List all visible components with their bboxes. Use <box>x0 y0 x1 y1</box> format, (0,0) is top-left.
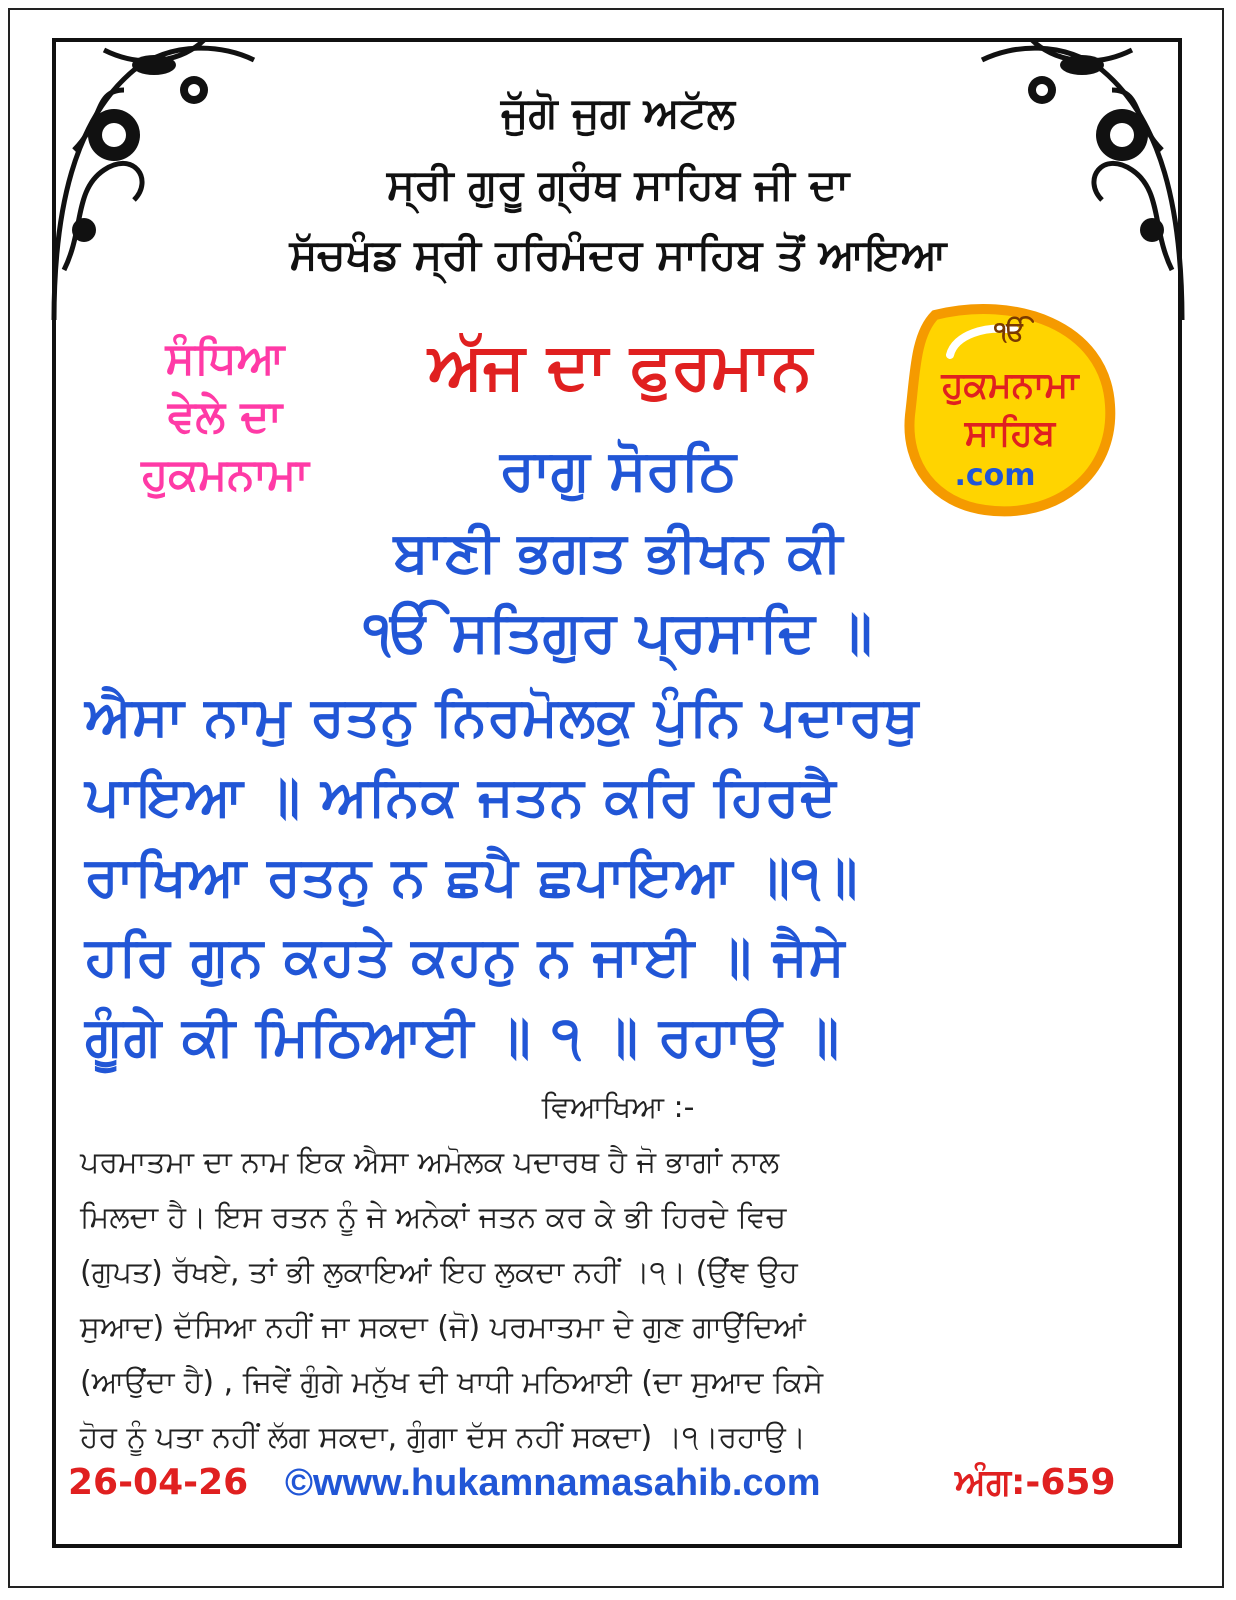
shabad-line-4: ਹਰਿ ਗੁਨ ਕਹਤੇ ਕਹਨੁ ਨ ਜਾਈ ॥ ਜੈਸੇ <box>85 925 846 988</box>
logo-line-2: ਸਾਹਿਬ <box>964 413 1056 454</box>
mool-mantar: ੴ ਸਤਿਗੁਰ ਪ੍ਰਸਾਦਿ ॥ <box>363 600 873 665</box>
logo-line-3: .com <box>954 458 1036 493</box>
header-line-1: ਜੁੱਗੋ ਜੁਗ ਅਟੱਲ <box>501 88 735 137</box>
side-label-line-1: ਸੰਧਿਆ <box>165 333 285 384</box>
logo-ik-onkar: ੴ <box>994 317 1026 347</box>
footer-ang: ਅੰਗ:-659 <box>955 1462 1116 1503</box>
side-label-line-3: ਹੁਕਮਨਾਮਾ <box>141 449 309 500</box>
explanation-line-5: (ਆਉਂਦਾ ਹੈ) , ਜਿਵੇਂ ਗੁੰਗੇ ਮਨੁੱਖ ਦੀ ਖਾਧੀ ਮਠਿਆਈ (ਦਾ ਸੁਆਦ ਕਿਸੇ <box>80 1365 824 1400</box>
footer-date: 26-04-26 <box>68 1462 249 1503</box>
header-line-2: ਸ੍ਰੀ ਗੁਰੂ ਗ੍ਰੰਥ ਸਾਹਿਬ ਜੀ ਦਾ <box>386 160 850 209</box>
page-title: ਅੱਜ ਦਾ ਫੁਰਮਾਨ <box>428 330 812 404</box>
header-line-3: ਸੱਚਖੰਡ ਸ੍ਰੀ ਹਰਿਮੰਦਰ ਸਾਹਿਬ ਤੋਂ ਆਇਆ <box>289 230 947 279</box>
footer-website[interactable]: ©www.hukamnamasahib.com <box>285 1462 821 1504</box>
raag-heading: ਰਾਗੁ ਸੋਰਠਿ <box>499 438 737 503</box>
shabad-line-2: ਪਾਇਆ ॥ ਅਨਿਕ ਜਤਨ ਕਰਿ ਹਿਰਦੈ <box>85 765 837 828</box>
explanation-line-4: ਸੁਆਦ) ਦੱਸਿਆ ਨਹੀਂ ਜਾ ਸਕਦਾ (ਜੋ) ਪਰਮਾਤਮਾ ਦੇ ਗੁਣ ਗਾਉਂਦਿਆਂ <box>80 1310 806 1345</box>
side-label-line-2: ਵੇਲੇ ਦਾ <box>167 391 283 442</box>
shabad-line-3: ਰਾਖਿਆ ਰਤਨੁ ਨ ਛਪੈ ਛਪਾਇਆ ॥੧॥ <box>85 845 859 908</box>
bani-heading: ਬਾਣੀ ਭਗਤ ਭੀਖਨ ਕੀ <box>393 520 843 585</box>
explanation-heading: ਵਿਆਖਿਆ :- <box>541 1090 695 1125</box>
explanation-line-2: ਮਿਲਦਾ ਹੈ। ਇਸ ਰਤਨ ਨੂੰ ਜੇ ਅਨੇਕਾਂ ਜਤਨ ਕਰ ਕੇ ਭੀ ਹਿਰਦੇ ਵਿਚ <box>80 1200 787 1235</box>
shabad-line-5: ਗੂੰਗੇ ਕੀ ਮਿਠਿਆਈ ॥ ੧ ॥ ਰਹਾਉ ॥ <box>85 1005 841 1068</box>
logo-line-1: ਹੁਕਮਨਾਮਾ <box>941 365 1079 406</box>
explanation-line-3: (ਗੁਪਤ) ਰੱਖਏ, ਤਾਂ ਭੀ ਲੁਕਾਇਆਂ ਇਹ ਲੁਕਦਾ ਨਹੀਂ ।੧। (ਉਂਞ ਉਹ <box>80 1255 798 1290</box>
shabad-line-1: ਐਸਾ ਨਾਮੁ ਰਤਨੁ ਨਿਰਮੋਲਕੁ ਪੁੰਨਿ ਪਦਾਰਥੁ <box>85 685 920 748</box>
explanation-line-6: ਹੋਰ ਨੂੰ ਪਤਾ ਨਹੀਂ ਲੱਗ ਸਕਦਾ, ਗੁੰਗਾ ਦੱਸ ਨਹੀਂ ਸਕਦਾ) ।੧।ਰਹਾਉ। <box>80 1420 806 1455</box>
explanation-line-1: ਪਰਮਾਤਮਾ ਦਾ ਨਾਮ ਇਕ ਐਸਾ ਅਮੋਲਕ ਪਦਾਰਥ ਹੈ ਜੋ ਭਾਗਾਂ ਨਾਲ <box>80 1145 780 1180</box>
